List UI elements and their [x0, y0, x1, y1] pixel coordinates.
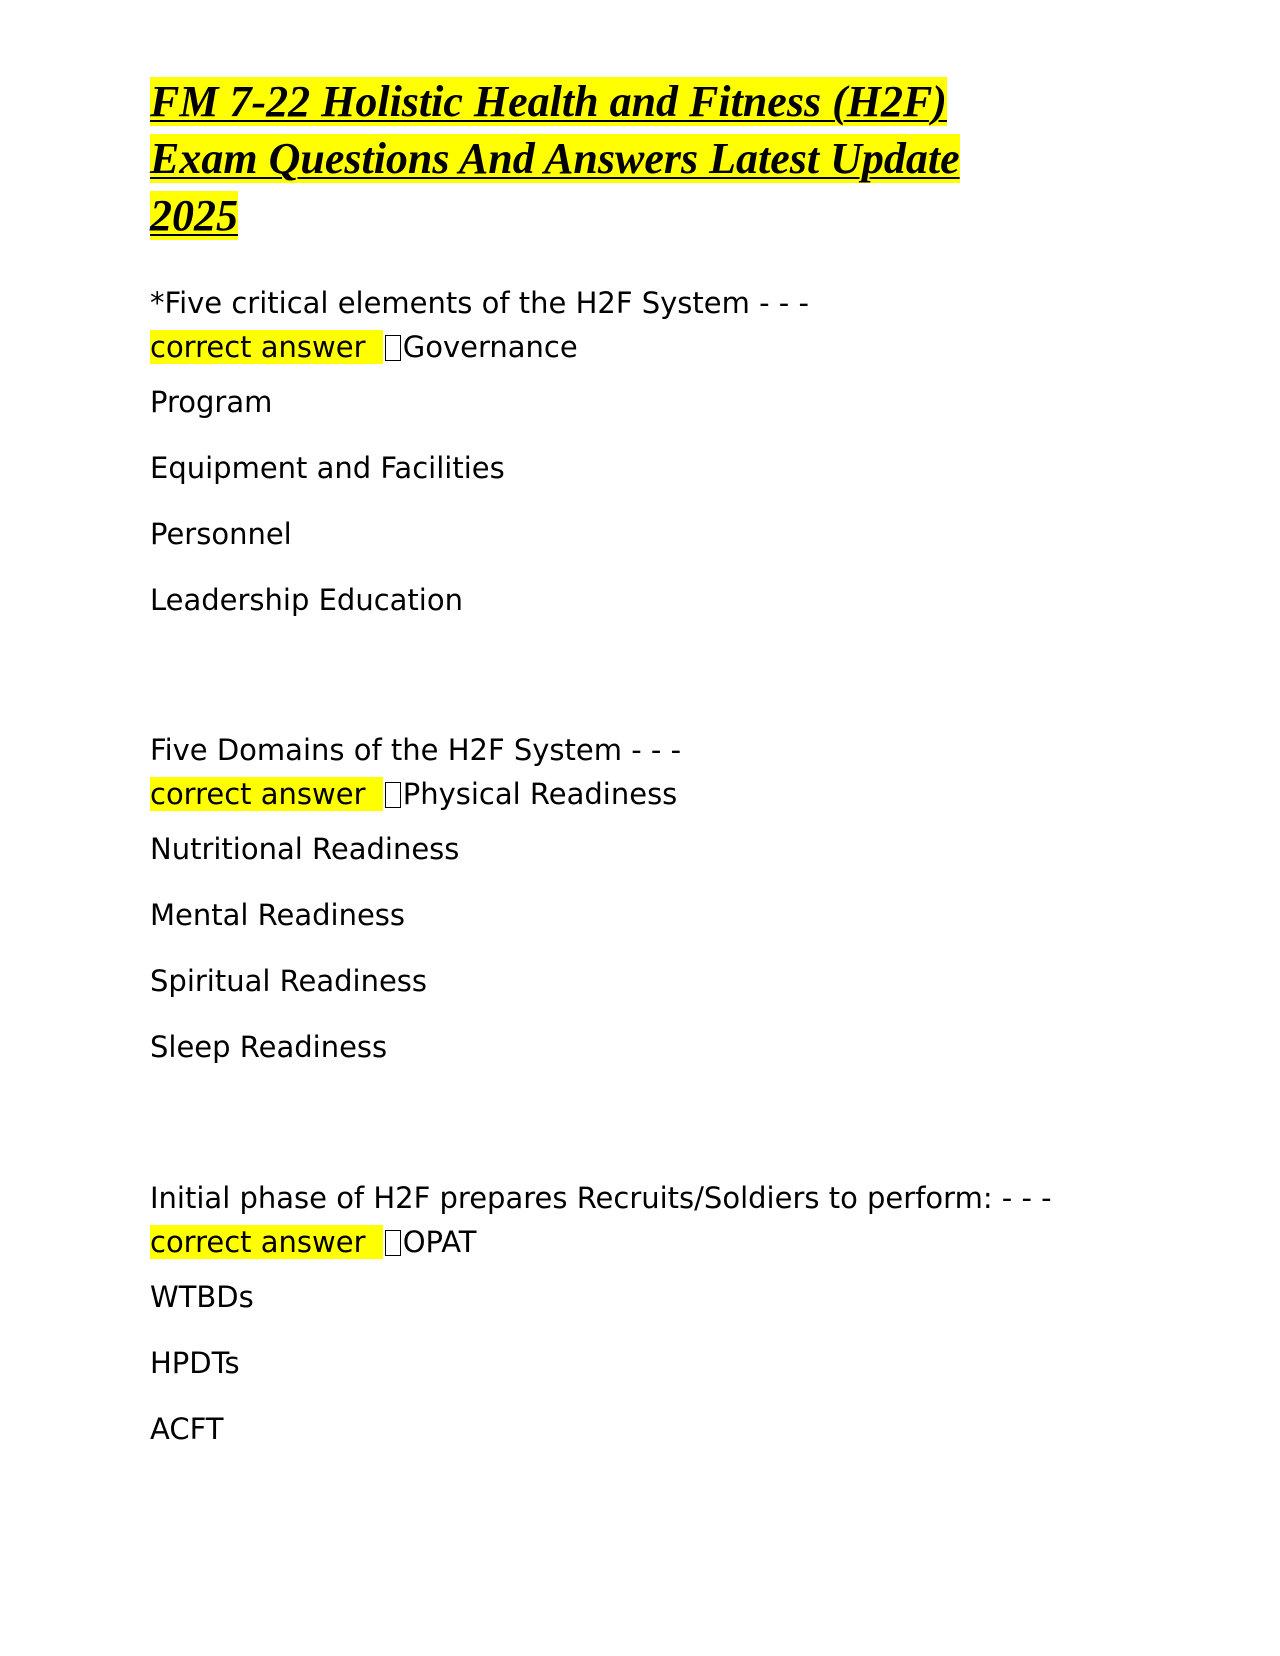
list-item: Personnel: [150, 517, 292, 551]
list-item: Sleep Readiness: [150, 1030, 388, 1064]
list-item: WTBDs: [150, 1280, 254, 1314]
correct-answer-label: correct answer: [150, 1225, 383, 1259]
list-item: Program: [150, 385, 273, 419]
question-block-1: [150, 281, 1150, 644]
question-block-3: [150, 1176, 1150, 1473]
answer-line: [150, 1220, 1150, 1275]
box-glyph-icon: [385, 335, 401, 361]
title-line: FM 7-22 Holistic Health and Fitness (H2F): [150, 77, 947, 126]
title-line: Exam Questions And Answers Latest Update: [150, 134, 960, 183]
question-block-2: [150, 728, 1150, 1091]
correct-answer-label: correct answer: [150, 777, 383, 811]
list-item: Spiritual Readiness: [150, 964, 428, 998]
list-item: Leadership Education: [150, 583, 463, 617]
answer-text: Physical Readiness: [402, 777, 678, 811]
answer-line: [150, 325, 1150, 380]
title-line: 2025: [150, 191, 238, 240]
box-glyph-icon: [385, 782, 401, 808]
list-item: Mental Readiness: [150, 898, 406, 932]
document-title: [150, 74, 1110, 245]
question-text: Five Domains of the H2F System - - -: [150, 733, 682, 767]
list-item: HPDTs: [150, 1346, 240, 1380]
question-text: Initial phase of H2F prepares Recruits/Soldiers to perform: - - -: [150, 1181, 1052, 1215]
answer-text: Governance: [402, 330, 578, 364]
correct-answer-label: correct answer: [150, 330, 383, 364]
answer-text: OPAT: [402, 1225, 477, 1259]
answer-line: [150, 772, 1150, 827]
box-glyph-icon: [385, 1230, 401, 1256]
list-item: Equipment and Facilities: [150, 451, 505, 485]
question-text: *Five critical elements of the H2F System - - -: [150, 286, 809, 320]
list-item: Nutritional Readiness: [150, 832, 460, 866]
list-item: ACFT: [150, 1412, 224, 1446]
